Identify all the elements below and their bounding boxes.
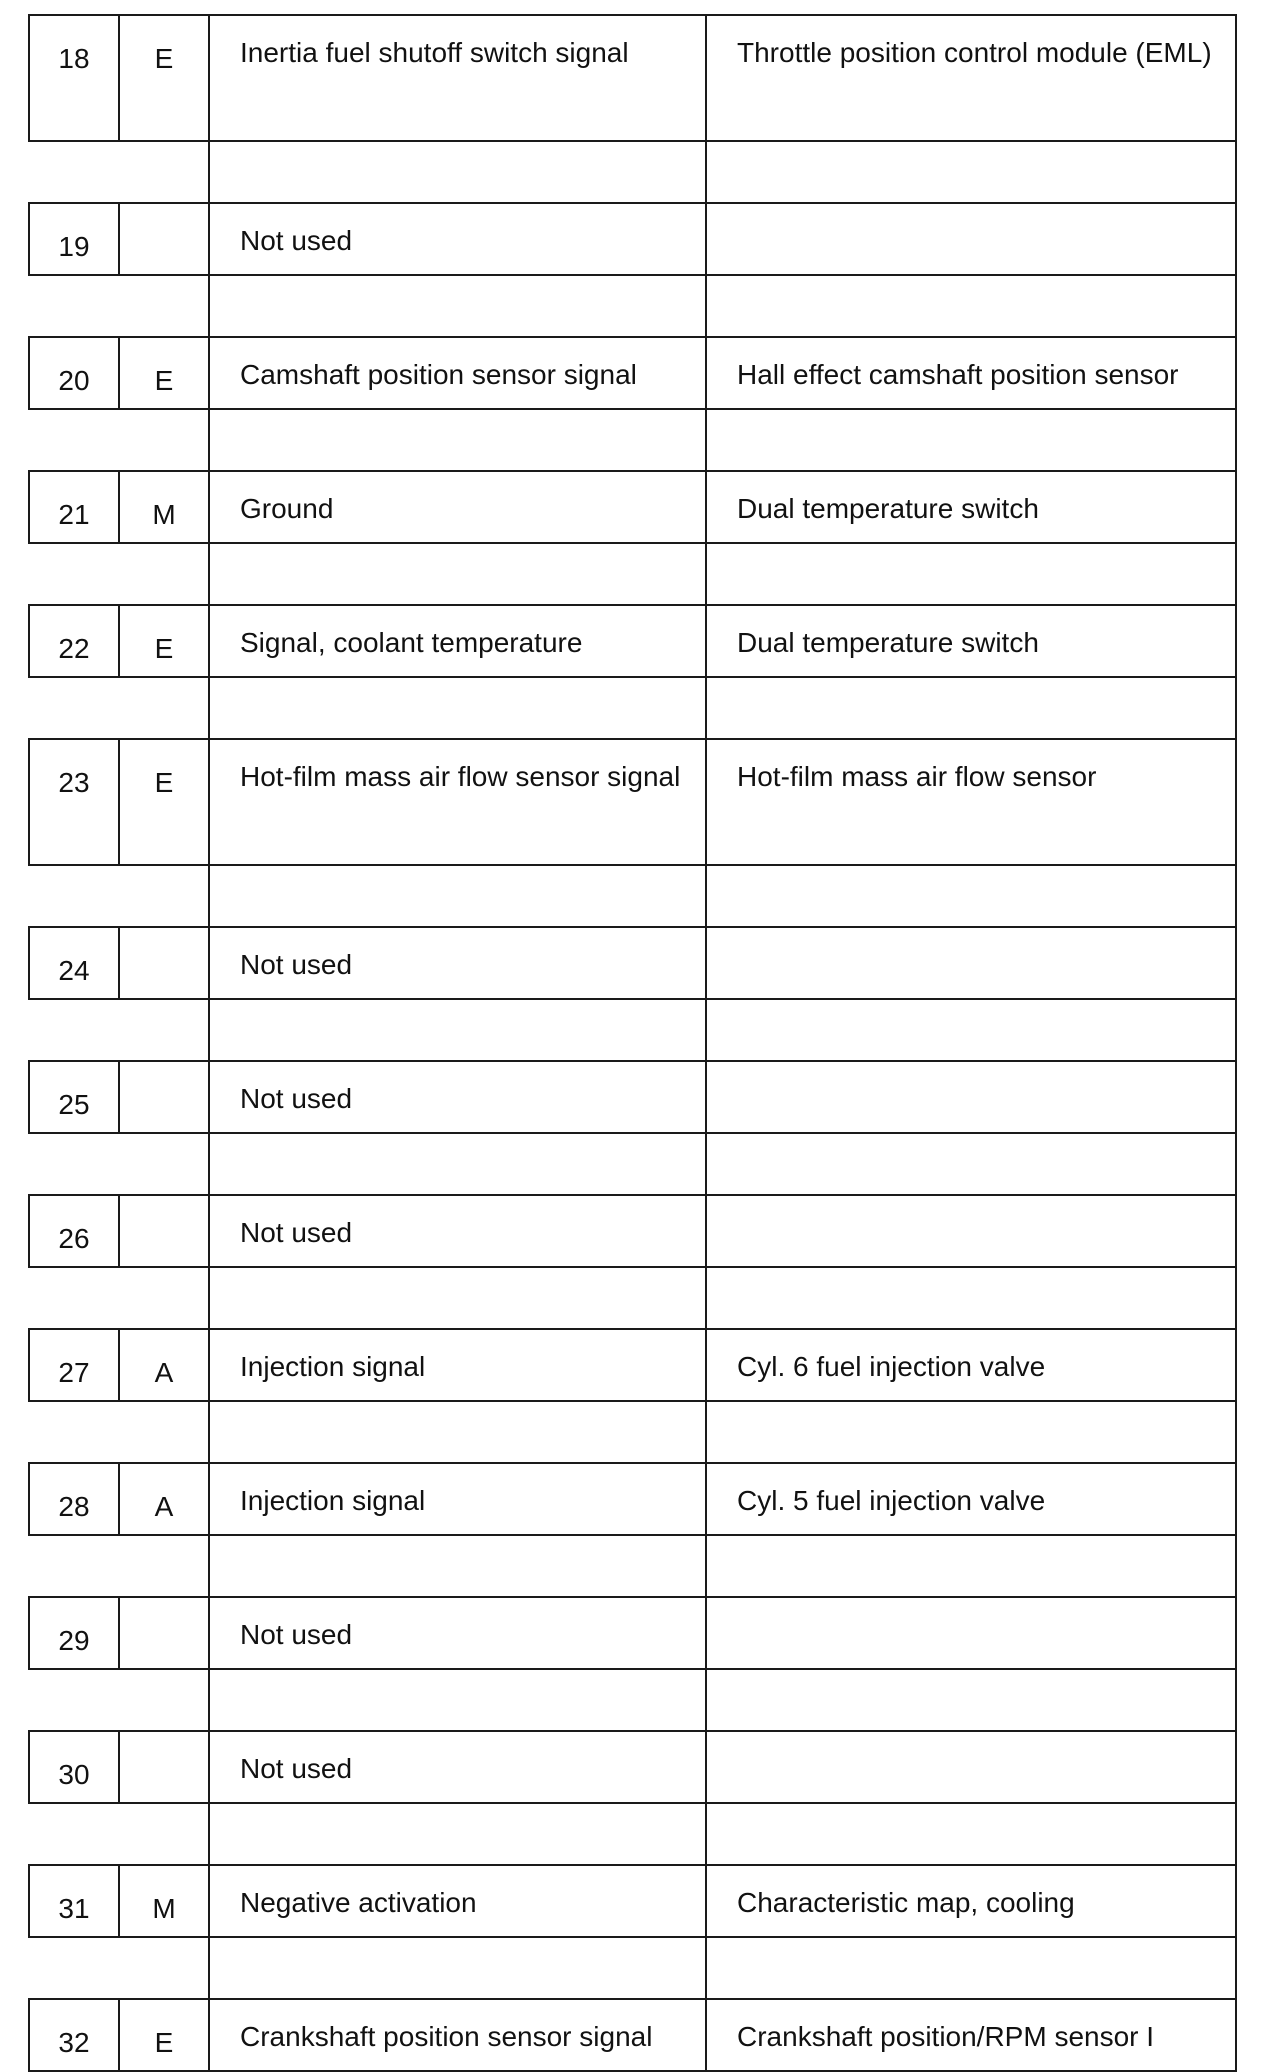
signal-type-cell: E xyxy=(119,1999,209,2071)
spacer-cell-boxed xyxy=(209,999,706,1061)
spacer-cell-open xyxy=(29,1401,119,1463)
spacer-cell-boxed xyxy=(706,677,1236,739)
spacer-cell-open xyxy=(119,1535,209,1597)
row-spacer xyxy=(29,1133,1236,1195)
pin-number-cell: 28 xyxy=(29,1463,119,1535)
component-cell: Dual temperature switch xyxy=(706,471,1236,543)
row-spacer xyxy=(29,275,1236,337)
spacer-cell-open xyxy=(119,1267,209,1329)
spacer-cell-open xyxy=(119,1401,209,1463)
row-spacer xyxy=(29,1401,1236,1463)
spacer-cell-boxed xyxy=(209,1669,706,1731)
spacer-cell-boxed xyxy=(706,275,1236,337)
spacer-cell-boxed xyxy=(706,1267,1236,1329)
spacer-cell-boxed xyxy=(706,543,1236,605)
table-row xyxy=(29,471,1236,543)
spacer-cell-boxed xyxy=(209,141,706,203)
signal-description-cell: Injection signal xyxy=(209,1463,706,1535)
spacer-cell-open xyxy=(119,677,209,739)
spacer-cell-boxed xyxy=(209,1535,706,1597)
row-spacer xyxy=(29,865,1236,927)
pin-number-cell: 30 xyxy=(29,1731,119,1803)
signal-description-cell: Crankshaft position sensor signal xyxy=(209,1999,706,2071)
spacer-cell-open xyxy=(29,409,119,471)
spacer-cell-boxed xyxy=(706,1803,1236,1865)
pin-number-cell: 21 xyxy=(29,471,119,543)
signal-description-cell: Negative activation xyxy=(209,1865,706,1937)
table-row xyxy=(29,337,1236,409)
component-cell: Cyl. 6 fuel injection valve xyxy=(706,1329,1236,1401)
signal-description-cell: Not used xyxy=(209,1061,706,1133)
table-row xyxy=(29,739,1236,865)
row-spacer xyxy=(29,543,1236,605)
row-spacer xyxy=(29,1669,1236,1731)
pin-number-cell: 20 xyxy=(29,337,119,409)
row-spacer xyxy=(29,999,1236,1061)
spacer-cell-boxed xyxy=(706,409,1236,471)
spacer-cell-open xyxy=(119,865,209,927)
signal-description-cell: Not used xyxy=(209,1597,706,1669)
component-cell xyxy=(706,203,1236,275)
signal-description-cell: Injection signal xyxy=(209,1329,706,1401)
spacer-cell-open xyxy=(119,1803,209,1865)
component-cell xyxy=(706,1061,1236,1133)
signal-type-cell: E xyxy=(119,605,209,677)
spacer-cell-boxed xyxy=(209,409,706,471)
table-row xyxy=(29,1329,1236,1401)
table-row xyxy=(29,1061,1236,1133)
spacer-cell-open xyxy=(29,141,119,203)
pin-number-cell: 19 xyxy=(29,203,119,275)
row-spacer xyxy=(29,677,1236,739)
component-cell: Hall effect camshaft position sensor xyxy=(706,337,1236,409)
signal-description-cell: Not used xyxy=(209,927,706,999)
spacer-cell-open xyxy=(29,543,119,605)
spacer-cell-open xyxy=(29,999,119,1061)
signal-description-cell: Hot-film mass air flow sensor signal xyxy=(209,739,706,865)
signal-type-cell xyxy=(119,1195,209,1267)
pin-number-cell: 23 xyxy=(29,739,119,865)
table-row xyxy=(29,1731,1236,1803)
table-row xyxy=(29,1865,1236,1937)
signal-type-cell: E xyxy=(119,739,209,865)
component-cell: Characteristic map, cooling xyxy=(706,1865,1236,1937)
table-row xyxy=(29,1463,1236,1535)
component-cell: Crankshaft position/RPM sensor I xyxy=(706,1999,1236,2071)
signal-description-cell: Ground xyxy=(209,471,706,543)
signal-type-cell xyxy=(119,927,209,999)
signal-description-cell: Not used xyxy=(209,1195,706,1267)
component-cell xyxy=(706,1597,1236,1669)
pin-assignment-table xyxy=(28,14,1237,2072)
spacer-cell-boxed xyxy=(706,141,1236,203)
table-row xyxy=(29,927,1236,999)
signal-type-cell xyxy=(119,203,209,275)
spacer-cell-boxed xyxy=(209,543,706,605)
spacer-cell-open xyxy=(29,1669,119,1731)
spacer-cell-boxed xyxy=(209,1401,706,1463)
signal-type-cell: M xyxy=(119,471,209,543)
row-spacer xyxy=(29,1803,1236,1865)
spacer-cell-boxed xyxy=(209,1803,706,1865)
table-row xyxy=(29,1597,1236,1669)
spacer-cell-boxed xyxy=(706,1401,1236,1463)
signal-description-cell: Camshaft position sensor signal xyxy=(209,337,706,409)
spacer-cell-open xyxy=(29,1803,119,1865)
spacer-cell-boxed xyxy=(209,1133,706,1195)
pin-number-cell: 26 xyxy=(29,1195,119,1267)
component-cell: Cyl. 5 fuel injection valve xyxy=(706,1463,1236,1535)
signal-type-cell xyxy=(119,1061,209,1133)
pin-number-cell: 25 xyxy=(29,1061,119,1133)
row-spacer xyxy=(29,141,1236,203)
row-spacer xyxy=(29,409,1236,471)
spacer-cell-open xyxy=(29,865,119,927)
spacer-cell-boxed xyxy=(209,275,706,337)
table-row xyxy=(29,1999,1236,2071)
row-spacer xyxy=(29,1267,1236,1329)
pin-number-cell: 18 xyxy=(29,15,119,141)
component-cell: Dual temperature switch xyxy=(706,605,1236,677)
pin-number-cell: 22 xyxy=(29,605,119,677)
component-cell: Hot-film mass air flow sensor xyxy=(706,739,1236,865)
component-cell xyxy=(706,1195,1236,1267)
spacer-cell-boxed xyxy=(706,865,1236,927)
spacer-cell-open xyxy=(29,677,119,739)
signal-description-cell: Signal, coolant temperature xyxy=(209,605,706,677)
spacer-cell-open xyxy=(119,999,209,1061)
pin-number-cell: 29 xyxy=(29,1597,119,1669)
table-row xyxy=(29,15,1236,141)
spacer-cell-boxed xyxy=(209,677,706,739)
spacer-cell-boxed xyxy=(706,1669,1236,1731)
component-cell xyxy=(706,1731,1236,1803)
signal-description-cell: Not used xyxy=(209,1731,706,1803)
pin-number-cell: 24 xyxy=(29,927,119,999)
component-cell xyxy=(706,927,1236,999)
signal-type-cell xyxy=(119,1731,209,1803)
spacer-cell-open xyxy=(119,275,209,337)
signal-description-cell: Inertia fuel shutoff switch signal xyxy=(209,15,706,141)
pin-number-cell: 32 xyxy=(29,1999,119,2071)
spacer-cell-boxed xyxy=(209,1267,706,1329)
spacer-cell-open xyxy=(29,1133,119,1195)
signal-type-cell: A xyxy=(119,1329,209,1401)
signal-type-cell: E xyxy=(119,15,209,141)
spacer-cell-open xyxy=(119,409,209,471)
spacer-cell-open xyxy=(119,1133,209,1195)
pin-number-cell: 27 xyxy=(29,1329,119,1401)
spacer-cell-open xyxy=(119,141,209,203)
signal-type-cell xyxy=(119,1597,209,1669)
component-cell: Throttle position control module (EML) xyxy=(706,15,1236,141)
table-row xyxy=(29,605,1236,677)
spacer-cell-open xyxy=(29,1535,119,1597)
signal-type-cell: M xyxy=(119,1865,209,1937)
pin-number-cell: 31 xyxy=(29,1865,119,1937)
spacer-cell-open xyxy=(119,543,209,605)
signal-description-cell: Not used xyxy=(209,203,706,275)
spacer-cell-open xyxy=(29,1267,119,1329)
spacer-cell-boxed xyxy=(209,865,706,927)
spacer-cell-boxed xyxy=(706,1133,1236,1195)
spacer-cell-boxed xyxy=(706,1535,1236,1597)
spacer-cell-open xyxy=(119,1669,209,1731)
table-row xyxy=(29,1195,1236,1267)
pin-table-body xyxy=(29,15,1236,2071)
signal-type-cell: A xyxy=(119,1463,209,1535)
spacer-cell-open xyxy=(29,275,119,337)
signal-type-cell: E xyxy=(119,337,209,409)
row-spacer xyxy=(29,1535,1236,1597)
table-row xyxy=(29,203,1236,275)
spacer-cell-boxed xyxy=(706,999,1236,1061)
